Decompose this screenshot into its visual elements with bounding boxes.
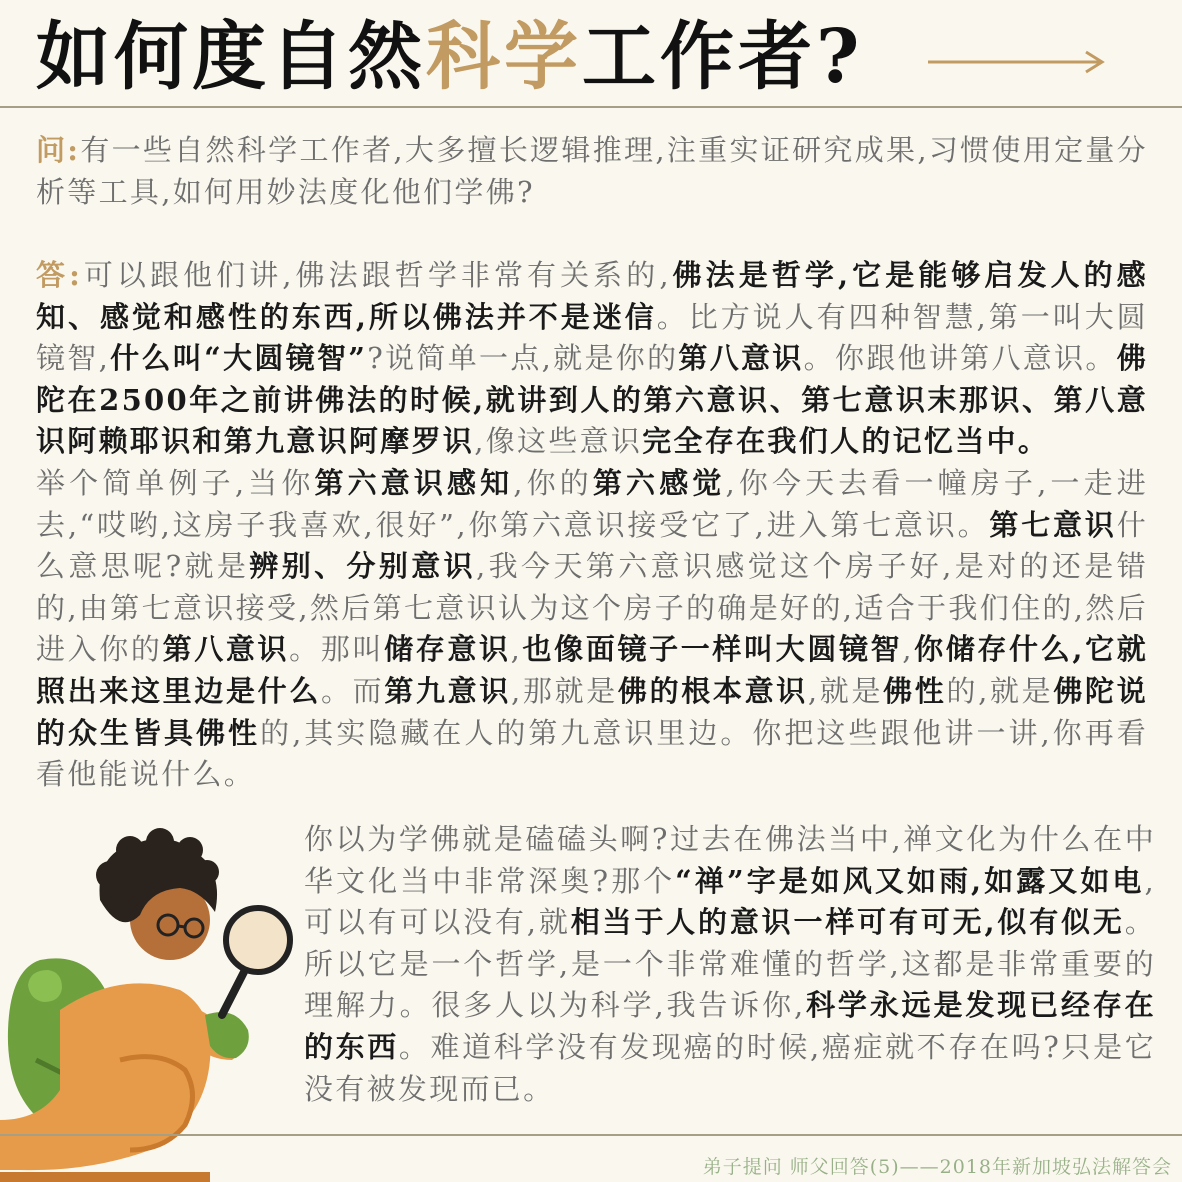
footer-divider <box>0 1134 1182 1136</box>
answer-text: 的,其实隐藏在人的第九意识里边。你把这些跟他讲一讲,你再看看他能说什么。 <box>36 715 1148 792</box>
answer-emphasis: 储存意识 <box>384 632 511 667</box>
answer-emphasis: 第六意识感知 <box>314 465 514 500</box>
scientist-illustration <box>0 820 300 1182</box>
answer-text: 。而 <box>321 673 385 708</box>
answer-emphasis: 第八意识 <box>678 341 804 376</box>
answer-emphasis: 第八意识 <box>162 632 290 667</box>
answer-text: ,你的 <box>513 465 593 500</box>
answer-text: ?说简单一点,就是你的 <box>367 341 679 376</box>
answer-text: ,我今天第六意识感觉这个房子好,是对的还是错的,由第七意识接受,然后第七意识认为这个房子的确是好的,适合于我们住的,然后进入你的 <box>36 549 1148 667</box>
closing-paragraph <box>304 819 1156 1110</box>
title-part-3: 工作者? <box>582 14 864 100</box>
title-part-1: 如何度自然 <box>36 14 426 100</box>
magnifying-glass-icon <box>222 908 290 1015</box>
page-title <box>36 16 863 98</box>
answer-text: 的,就是 <box>946 673 1054 708</box>
closing-text: 你以为学佛就是磕磕头啊?过去在佛法当中,禅文化为什么在中华文化当中非常深奥?那个 <box>304 822 1156 898</box>
answer-text: 。比方说人有四种智慧,第一叫大圆镜智, <box>36 299 1148 376</box>
answer-emphasis: 第九意识 <box>384 673 512 708</box>
answer-emphasis: 也像面镜子一样叫大圆镜智 <box>522 632 903 667</box>
answer-text: 。那叫 <box>289 632 385 667</box>
answer-text: 。你跟他讲第八意识。 <box>803 341 1117 376</box>
answer-emphasis: 佛法是哲学,它是能够启发人的感知、感觉和感性的东西,所以佛法并不是迷信 <box>36 258 1148 334</box>
answer-paragraph <box>36 255 1148 796</box>
answer-text: 什么意思呢?就是 <box>36 507 1148 584</box>
closing-text: ,可以有可以没有,就 <box>304 863 1156 940</box>
answer-emphasis: 辨别、分别意识 <box>249 549 477 584</box>
answer-emphasis: 你储存什么,它就照出来这里边是什么 <box>36 632 1149 708</box>
answer-text: , <box>902 632 914 667</box>
footer-caption: 弟子提问 师父回答(5)——2018年新加坡弘法解答会 <box>702 1156 1172 1178</box>
answer-text: 可以跟他们讲,佛法跟哲学非常有关系的, <box>82 258 671 292</box>
question-text: 有一些自然科学工作者,大多擅长逻辑推理,注重实证研究成果,习惯使用定量分析等工具,如何用妙法度化他们学佛? <box>36 133 1148 209</box>
closing-emphasis: 科学永远是发现已经存在的东西 <box>304 988 1156 1064</box>
answer-emphasis: 什么叫“大圆镜智” <box>110 341 368 376</box>
closing-emphasis: 相当于人的意识一样可有可无,似有似无 <box>570 905 1125 940</box>
answer-label: 答: <box>36 258 83 292</box>
title-accent: 科学 <box>426 14 582 100</box>
question-paragraph <box>36 130 1148 213</box>
right-arrow-icon <box>926 48 1106 76</box>
question-label: 问: <box>36 133 81 167</box>
answer-emphasis: 完全存在我们人的记忆当中。 <box>642 424 1050 459</box>
header-divider <box>0 106 1182 108</box>
head <box>96 828 219 960</box>
closing-text: 。所以它是一个哲学,是一个非常难懂的哲学,这都是非常重要的理解力。很多人以为科学,我告诉你, <box>304 905 1157 1023</box>
closing-text: 。难道科学没有发现癌的时候,癌症就不存在吗?只是它没有被发现而已。 <box>304 1029 1156 1106</box>
answer-text: 举个简单例子,当你 <box>36 465 315 500</box>
answer-text: ,那就是 <box>511 673 618 708</box>
answer-emphasis: 第七意识 <box>989 507 1117 542</box>
answer-emphasis: 第六感觉 <box>592 465 726 500</box>
answer-emphasis: 佛陀说的众生皆具佛性 <box>36 673 1148 750</box>
answer-text: ,就是 <box>807 673 884 708</box>
answer-emphasis: 佛的根本意识 <box>617 673 808 708</box>
answer-emphasis: 佛性 <box>883 673 947 708</box>
answer-emphasis: 佛陀在2500年之前讲佛法的时候,就讲到人的第六意识、第七意识末那识、第八意识阿赖耶识和第九意识阿摩罗识 <box>36 341 1149 459</box>
answer-text: ,你今天去看一幢房子,一走进去,“哎哟,这房子我喜欢,很好”,你第六意识接受它了,进入第七意识。 <box>36 465 1149 542</box>
answer-text: ,像这些意识 <box>474 424 643 459</box>
closing-emphasis: “禅”字是如风又如雨,如露又如电 <box>675 863 1145 898</box>
answer-text: , <box>510 632 523 667</box>
